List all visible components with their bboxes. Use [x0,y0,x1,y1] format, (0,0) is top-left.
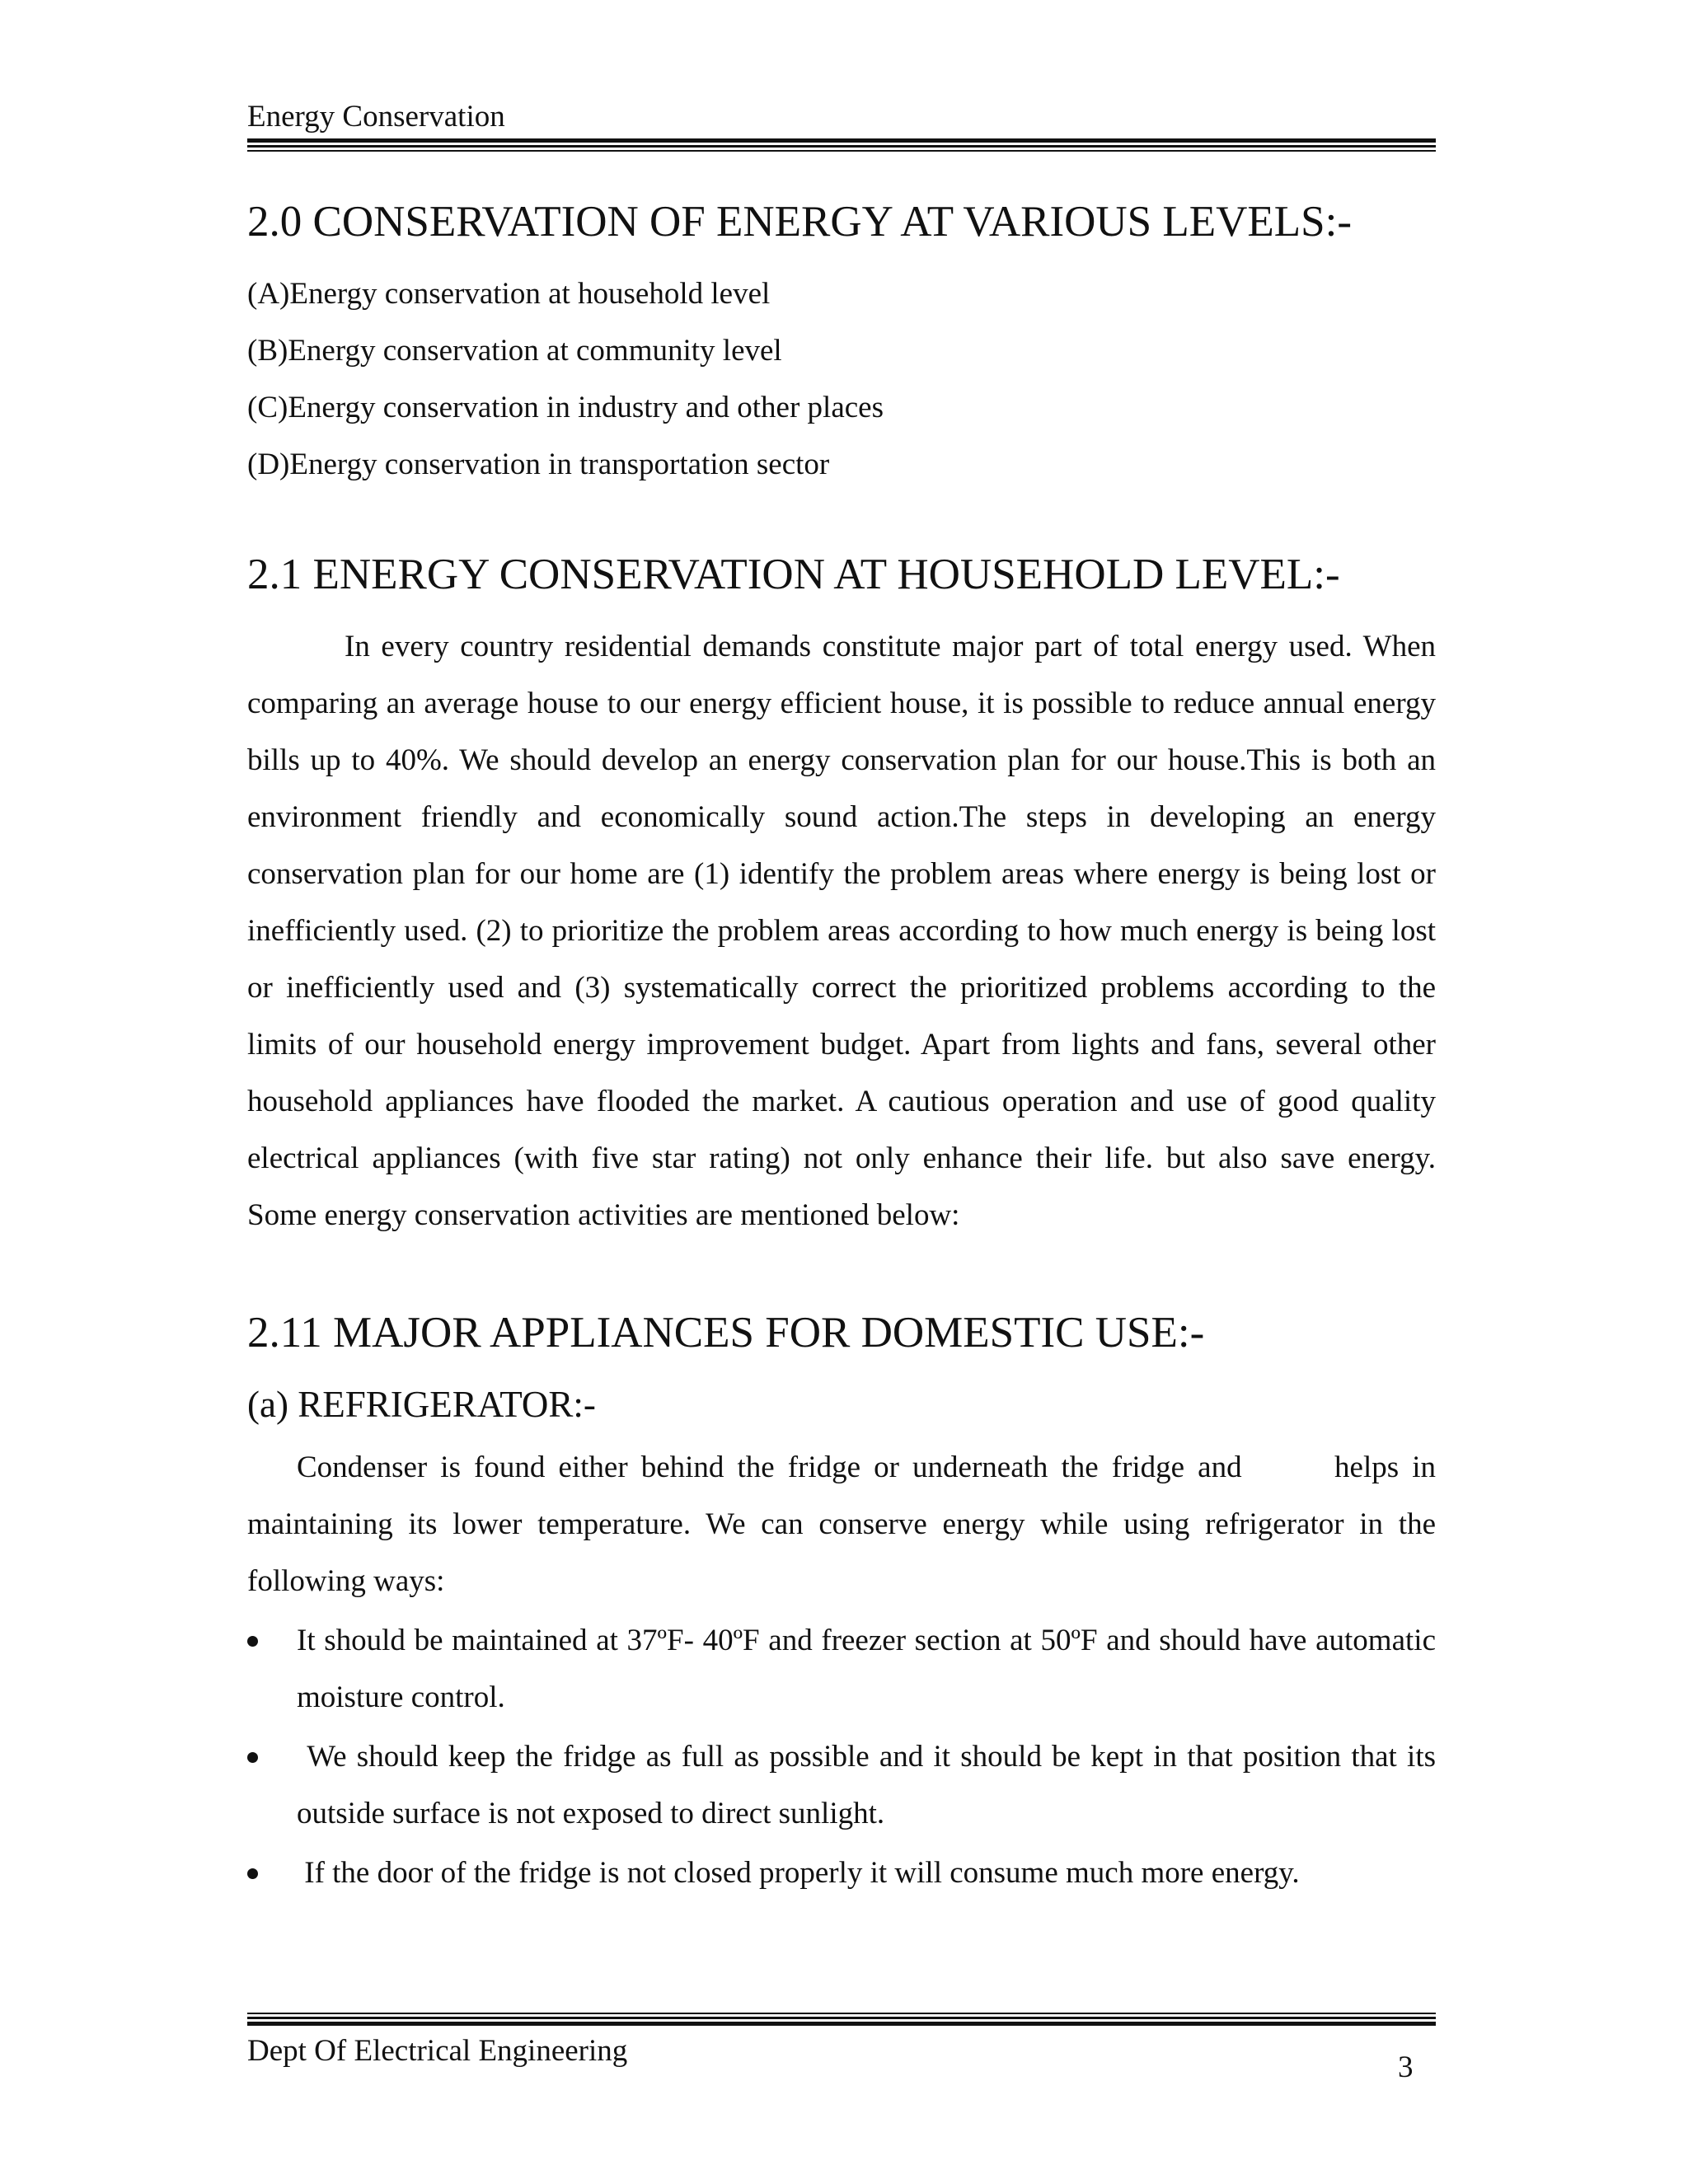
section-2-11-heading: 2.11 MAJOR APPLIANCES FOR DOMESTIC USE:- [247,1309,1205,1357]
footer-department: Dept Of Electrical Engineering [247,2034,628,2068]
bullet-icon [247,1868,258,1879]
list-item [247,1728,1444,1842]
bullet-text: It should be maintained at 37ºF- 40ºF and freezer section at 50ºF and should have automatic moisture control. [297,1624,1436,1714]
section-2-0-list [247,265,1436,493]
page-header-title: Energy Conservation [247,100,505,134]
bullet-text: We should keep the fridge as full as possible and it should be kept in that position that its outside surface is not exposed to direct sunlight. [297,1740,1444,1830]
refrigerator-bullet-list [247,1612,1444,1901]
list-item [247,1612,1436,1726]
list-item: (A)Energy conservation at household level [247,277,771,311]
list-item: (C)Energy conservation in industry and other places [247,391,884,424]
header-rule-top [247,138,1436,143]
bullet-icon [247,1752,258,1763]
footer-rule-middle [247,2017,1436,2019]
footer-rule-bottom [247,2022,1436,2026]
header-rule-middle [247,145,1436,148]
refrigerator-paragraph: Condenser is found either behind the fridge or underneath the fridge and helps in maintaining its lower temperature. We can conserve energy while using refrigerator in the following ways: [247,1451,1444,1598]
list-item: (D)Energy conservation in transportation sector [247,448,830,481]
bullet-icon [247,1636,258,1647]
page-number: 3 [1398,2050,1414,2084]
header-rule-bottom [247,150,1436,152]
section-2-1-heading: 2.1 ENERGY CONSERVATION AT HOUSEHOLD LEVEL:- [247,551,1340,598]
section-2-1-paragraph: In every country residential demands constitute major part of total energy used. When comparing an average house to our energy efficient house, it is possible to reduce annual energy bills up to 40%. We should develop an energy conservation plan for our house.This is both an environment friendly and economically sound action.The steps in developing an energy conservation plan for our home are (1) identify the problem areas where energy is being lost or inefficiently used. (2) to prioritize the problem areas according to how much energy is being lost or inefficiently used and (3) systematically correct the prioritized problems according to the limits of our household energy improvement budget. Apart from lights and fans, several other household appliances have flooded the market. A cautious operation and use of good quality electrical appliances (with five star rating) not only enhance their life. but also save energy. Some energy conservation activities are mentioned below: [247,630,1436,1232]
bullet-text: If the door of the fridge is not closed properly it will consume much more energy. [297,1856,1300,1890]
footer-rule-top [247,2013,1436,2014]
list-item: (B)Energy conservation at community level [247,334,782,368]
refrigerator-subheading: (a) REFRIGERATOR:- [247,1384,596,1425]
list-item [247,1844,1436,1901]
section-2-0-heading: 2.0 CONSERVATION OF ENERGY AT VARIOUS LEVELS:- [247,198,1353,246]
